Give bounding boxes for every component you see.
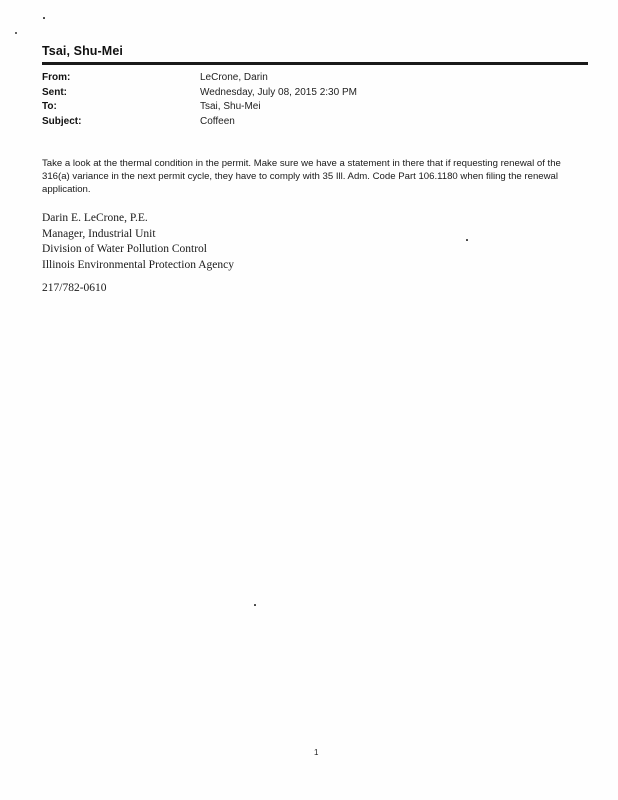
email-body: Take a look at the thermal condition in the permit. Make sure we have a statement in there that if requesting renewal of the 316(a) variance in the next permit cycle, they have to comply with 35 Ill. Adm. Code Part 106.1180 when filing the renewal application.	[42, 158, 561, 195]
signature-title: Manager, Industrial Unit	[42, 227, 156, 240]
scan-speck	[254, 604, 256, 606]
from-value: LeCrone, Darin	[200, 72, 268, 83]
subject-value: Coffeen	[200, 115, 235, 127]
signature-agency: Illinois Environmental Protection Agency	[42, 258, 234, 271]
to-label: To:	[42, 101, 57, 112]
email-signature	[42, 211, 234, 273]
to-value: Tsai, Shu-Mei	[200, 101, 261, 112]
signature-division: Division of Water Pollution Control	[42, 243, 207, 255]
sent-value: Wednesday, July 08, 2015 2:30 PM	[200, 86, 357, 98]
subject-label: Subject:	[42, 115, 82, 127]
sent-label: Sent:	[42, 86, 67, 98]
scan-speck	[43, 17, 45, 19]
page-number: 1	[314, 748, 319, 757]
scan-speck	[466, 239, 468, 241]
signature-phone: 217/782-0610	[42, 282, 107, 294]
scan-speck	[15, 32, 17, 34]
header-divider	[42, 62, 588, 65]
signature-name: Darin E. LeCrone, P.E.	[42, 212, 148, 224]
from-label: From:	[42, 72, 71, 83]
mailbox-owner-name: Tsai, Shu-Mei	[42, 44, 123, 58]
